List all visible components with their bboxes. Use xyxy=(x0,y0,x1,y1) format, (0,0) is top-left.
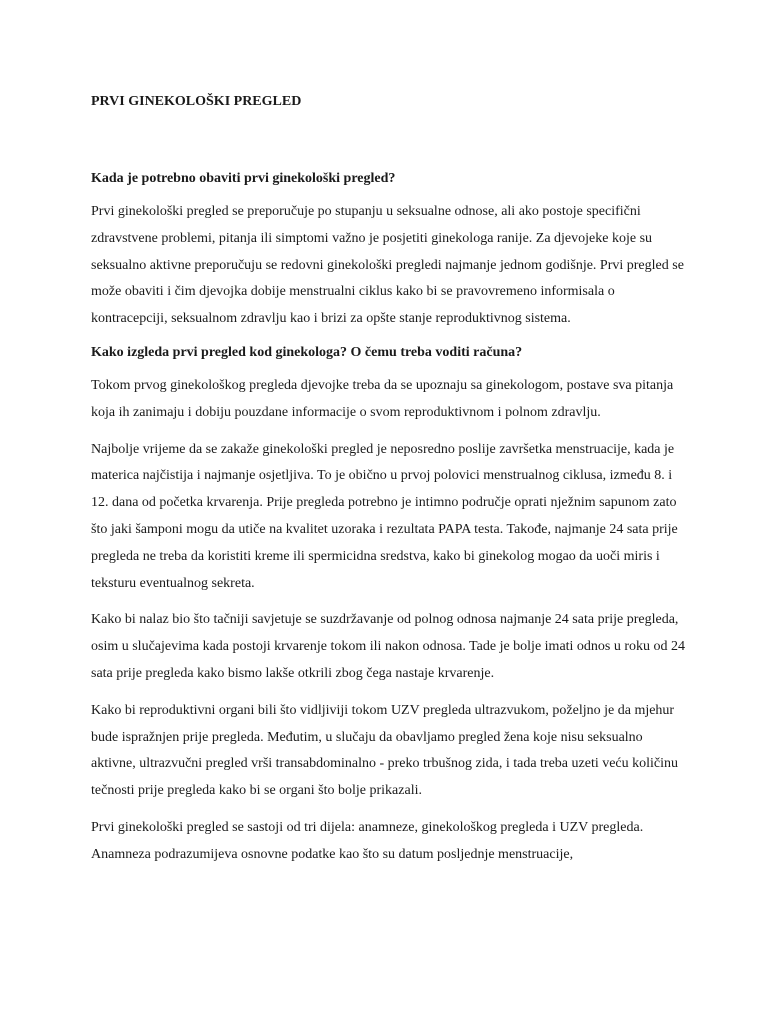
section-heading-1: Kada je potrebno obaviti prvi ginekološki pregled? xyxy=(91,171,396,186)
section-heading-2: Kako izgleda prvi pregled kod ginekologa? O čemu treba voditi računa? xyxy=(91,344,523,360)
section-2-paragraph-2: Najbolje vrijeme da se zakaže ginekološki pregled je neposredno poslije završetka menstruacije, kada je materica najčistija i najmanje osjetljiva. To je obično u prvoj polovici menstrualnog ciklusa, između 8. i 12. dana od početka krvarenja. Prije pregleda potrebno je intimno područje oprati nježnim sapunom zato što jaki šamponi mogu da utiče na kvalitet uzoraka i rezultata PAPA testa. Takođe, najmanje 24 sata prije pregleda ne treba da koristiti kreme ili spermicidna sredstva, kako bi ginekolog mogao da uoči miris i teksturu eventualnog sekreta. xyxy=(91,441,678,591)
section-1-paragraph-1: Prvi ginekološki pregled se preporučuje po stupanju u seksualne odnose, ali ako postoje specifični zdravstvene problemi, pitanja ili simptomi važno je posjetiti ginekologa ranije. Za djevojeke koje su seksualno aktivne preporučuju se redovni ginekološki pregledi najmanje jednom godišnje. Prvi pregled se može obaviti i čim djevojka dobije menstrualni ciklus kako bi se pravovremeno informisala o kontracepciji, seksualnom zdravlju kao i brizi za opšte stanje reproduktivnog sistema. xyxy=(91,204,684,327)
document-title: PRVI GINEKOLOŠKI PREGLED xyxy=(91,94,302,109)
section-2-paragraph-4: Kako bi reproduktivni organi bili što vidljiviji tokom UZV pregleda ultrazvukom, poželjno je da mjehur bude ispražnjen prije pregleda. Međutim, u slučaju da obavljamo pregled žena koje nisu seksualno aktivne, ultrazvučni pregled vrši transabdominalno - preko trbušnog zida, i tada treba uzeti veću količinu tečnosti prije pregleda kako bi se organi što bolje prikazali. xyxy=(91,702,679,799)
section-2-paragraph-3: Kako bi nalaz bio što tačniji savjetuje se suzdržavanje od polnog odnosa najmanje 24 sata prije pregleda, osim u slučajevima kada postoji krvarenje tokom ili nakon odnosa. Tade je bolje imati odnos u roku od 24 sata prije pregleda kako bismo lakše otkrili zbog čega nastaje krvarenje. xyxy=(91,612,686,681)
section-2-paragraph-1: Tokom prvog ginekološkog pregleda djevojke treba da se upoznaju sa ginekologom, postave sva pitanja koja ih zanimaju i dobiju pouzdane informacije o svom reproduktivnom i polnom zdravlju. xyxy=(91,377,674,420)
document-page xyxy=(91,92,687,879)
section-2-paragraph-5: Prvi ginekološki pregled se sastoji od tri dijela: anamneze, ginekološkog pregleda i UZV pregleda. Anamneza podrazumijeva osnovne podatke kao što su datum posljednje menstruacije, xyxy=(91,819,644,862)
